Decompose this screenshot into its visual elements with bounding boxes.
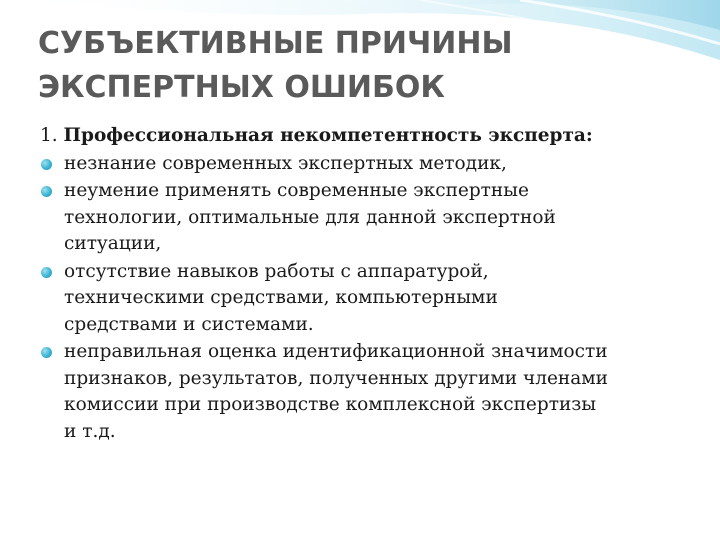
list-item-line: неправильная оценка идентификационной значимости: [64, 341, 608, 362]
list-item: [40, 178, 690, 258]
bullet-icon: [41, 267, 52, 278]
list-item-line: незнание современных экспертных методик,: [64, 152, 507, 174]
heading-number: 1.: [40, 125, 58, 146]
bullet-icon: [41, 347, 52, 358]
section-heading: [40, 123, 690, 150]
bullet-icon: [41, 159, 52, 170]
list-item-line: комиссии при производстве комплексной экспертизы: [64, 394, 597, 415]
bullet-list: [40, 151, 690, 446]
list-item: [40, 339, 690, 445]
list-item: [40, 151, 690, 178]
list-item-line: технологии, оптимальные для данной экспертной: [64, 206, 556, 228]
list-item-line: признаков, результатов, полученных другими членами: [64, 367, 608, 389]
list-item-line: неумение применять современные экспертные: [64, 180, 529, 201]
title-line-2: ЭКСПЕРТНЫХ ОШИБОК: [38, 70, 445, 105]
bullet-icon: [41, 186, 52, 197]
list-item-line: отсутствие навыков работы с аппаратурой,: [64, 260, 489, 282]
list-item-line: и т.д.: [64, 420, 116, 442]
list-item-line: ситуации,: [64, 233, 162, 254]
list-item-line: техническими средствами, компьютерными: [64, 287, 498, 308]
slide-body: [40, 123, 690, 446]
list-item-line: средствами и системами.: [64, 313, 314, 335]
list-item: [40, 259, 690, 339]
slide-title: [38, 22, 698, 110]
title-line-1: СУБЪЕКТИВНЫЕ ПРИЧИНЫ: [38, 26, 513, 61]
heading-text: Профессиональная некомпетентность эксперта:: [63, 125, 593, 146]
